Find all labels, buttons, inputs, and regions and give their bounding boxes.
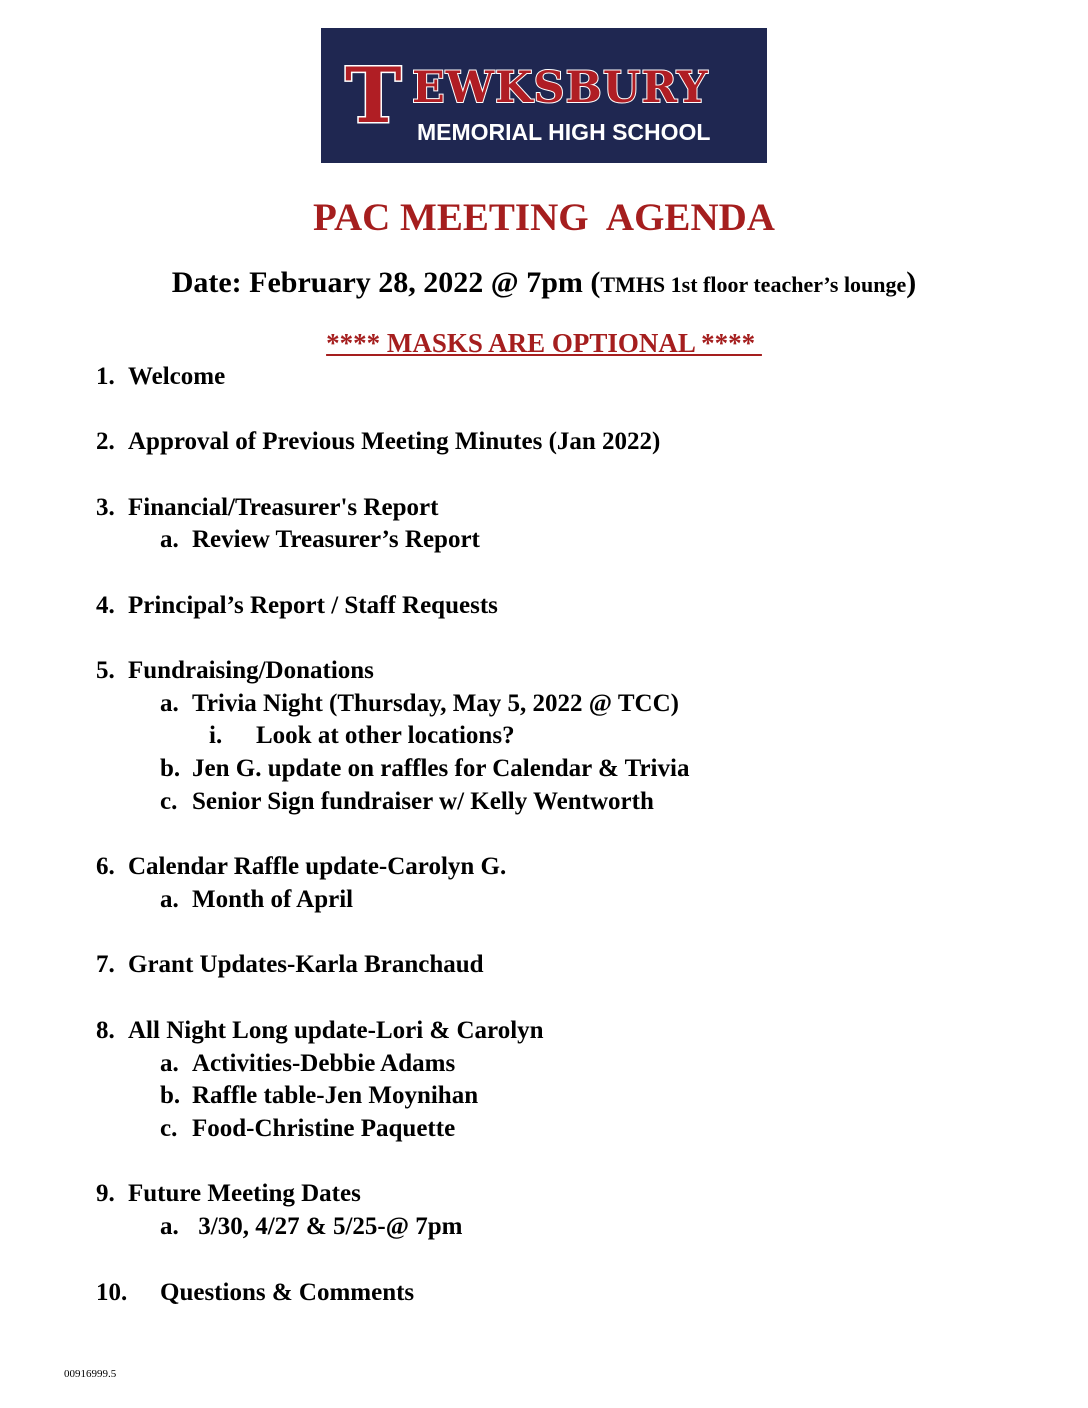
item-marker: a. (160, 1213, 179, 1240)
item-marker: 1. (96, 363, 115, 390)
meeting-date (0, 263, 1088, 305)
item-marker: c. (160, 1115, 178, 1142)
item-marker: 5. (96, 657, 115, 684)
item-text: Month of April (192, 886, 354, 913)
item-text: Questions & Comments (160, 1279, 415, 1306)
item-text: Look at other locations? (256, 722, 515, 749)
meeting-date-close: ) (906, 266, 917, 299)
meeting-location: TMHS 1st floor teacher’s lounge (600, 272, 907, 297)
item-text: Raffle table-Jen Moynihan (192, 1082, 479, 1109)
item-marker: 7. (96, 951, 115, 978)
item-text: Principal’s Report / Staff Requests (128, 592, 498, 619)
item-text: Welcome (128, 363, 226, 390)
item-marker: a. (160, 1050, 179, 1077)
item-text: Approval of Previous Meeting Minutes (Jan 2022) (128, 428, 661, 455)
item-marker: 9. (96, 1180, 115, 1207)
item-text: Future Meeting Dates (128, 1180, 361, 1207)
item-marker: 2. (96, 428, 115, 455)
logo-subtitle: MEMORIAL HIGH SCHOOL (417, 119, 711, 145)
item-text: Food-Christine Paquette (192, 1115, 456, 1142)
item-marker: 8. (96, 1017, 115, 1044)
item-marker: a. (160, 886, 179, 913)
item-text: Jen G. update on raffles for Calendar & Trivia (192, 755, 690, 782)
page-title: PAC MEETING AGENDA (313, 196, 775, 239)
item-text: Fundraising/Donations (128, 657, 374, 684)
item-text: Senior Sign fundraiser w/ Kelly Wentworth (192, 788, 654, 815)
item-text: Trivia Night (Thursday, May 5, 2022 @ TCC) (192, 690, 679, 717)
item-marker: b. (160, 755, 181, 782)
item-marker: a. (160, 690, 179, 717)
item-marker: 6. (96, 853, 115, 880)
item-marker: 4. (96, 592, 115, 619)
masks-notice: **** MASKS ARE OPTIONAL **** (326, 328, 762, 358)
logo-name: EWKSBURY (412, 63, 709, 113)
item-marker: b. (160, 1082, 181, 1109)
item-text: Review Treasurer’s Report (192, 526, 480, 553)
item-marker: 3. (96, 494, 115, 521)
meeting-date-main: Date: February 28, 2022 @ 7pm ( (171, 266, 601, 299)
item-marker: i. (209, 722, 223, 749)
item-marker: 10. (96, 1279, 128, 1306)
item-marker: c. (160, 788, 178, 815)
item-text: Activities-Debbie Adams (192, 1050, 456, 1077)
school-logo (321, 28, 767, 163)
document-id: 00916999.5 (64, 1368, 117, 1380)
item-text: All Night Long update-Lori & Carolyn (128, 1017, 544, 1044)
item-text: Financial/Treasurer's Report (128, 494, 439, 521)
item-marker: a. (160, 526, 179, 553)
item-text: Calendar Raffle update-Carolyn G. (128, 853, 507, 880)
item-text: Grant Updates-Karla Branchaud (128, 951, 484, 978)
item-text: 3/30, 4/27 & 5/25-@ 7pm (192, 1213, 463, 1240)
logo-initial: T (345, 51, 402, 140)
